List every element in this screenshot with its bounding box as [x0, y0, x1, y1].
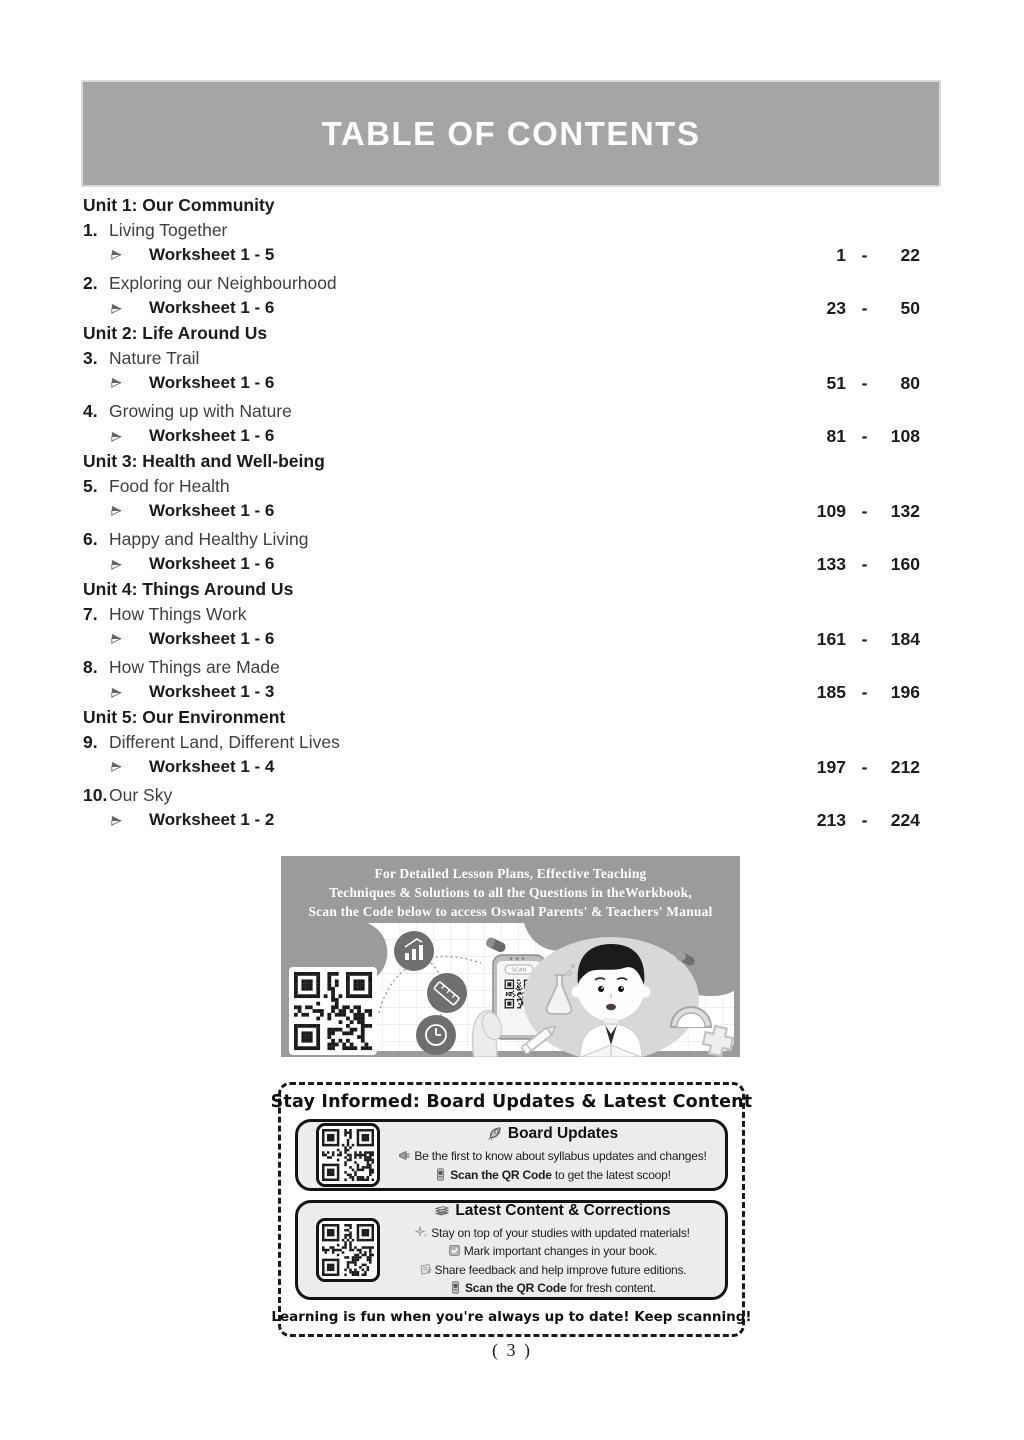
worksheet-label: Worksheet 1 - 6	[149, 554, 275, 574]
worksheet-row	[83, 552, 920, 577]
chapter-row	[83, 218, 920, 243]
card-title: Latest Content & Corrections	[455, 1201, 671, 1219]
teachers-manual-banner	[281, 856, 740, 1057]
sparkles-icon	[415, 1228, 428, 1242]
ruler-icon	[427, 973, 467, 1013]
card-line: Scan the QR Code for fresh content.	[388, 1280, 717, 1299]
chapter-number: 9.	[83, 731, 98, 752]
worksheet-label: Worksheet 1 - 6	[149, 298, 275, 318]
page-title: TABLE OF CONTENTS	[321, 114, 701, 152]
chapter-row	[83, 346, 920, 371]
chapter-title: How Things are Made	[109, 657, 280, 678]
unit-label: Unit 2: Life Around Us	[83, 322, 268, 343]
card-title-row	[388, 1125, 717, 1146]
page-end: 108	[890, 426, 920, 447]
unit-label: Unit 3: Health and Well-being	[83, 450, 325, 471]
page-start: 23	[826, 298, 846, 319]
page-end: 196	[890, 682, 920, 703]
worksheet-label: Worksheet 1 - 5	[149, 244, 275, 264]
page-start: 185	[816, 682, 846, 703]
stay-informed-title: Stay Informed: Board Updates & Latest Content	[270, 1092, 753, 1112]
chapter-number: 8.	[83, 657, 98, 678]
chapter-row	[83, 527, 920, 552]
arrow-bullet-icon	[110, 248, 124, 261]
unit-heading	[83, 705, 920, 730]
page-end: 160	[890, 554, 920, 575]
megaphone-icon	[398, 1151, 411, 1165]
page-dash: -	[861, 372, 868, 393]
worksheet-row	[83, 499, 920, 524]
latest-content-card	[295, 1200, 728, 1300]
worksheet-label: Worksheet 1 - 4	[149, 756, 275, 776]
banner-heading-line: Techniques & Solutions to all the Questions in theWorkbook,	[329, 885, 692, 900]
banner-heading-line: For Detailed Lesson Plans, Effective Teaching	[374, 866, 647, 881]
manual-qr-code	[289, 967, 377, 1055]
chapter-number: 2.	[83, 273, 98, 294]
phone-scan-icon	[449, 1283, 462, 1297]
chapter-title: Exploring our Neighbourhood	[109, 273, 337, 294]
arrow-bullet-icon	[110, 302, 124, 315]
chapter-row	[83, 602, 920, 627]
card-title: Board Updates	[507, 1125, 619, 1142]
chapter-title: Happy and Healthy Living	[109, 529, 309, 550]
worksheet-label: Worksheet 1 - 6	[149, 500, 275, 520]
page-number: ( 3 )	[492, 1340, 532, 1360]
worksheet-row	[83, 680, 920, 705]
page-dash: -	[861, 628, 868, 649]
page-dash: -	[861, 298, 868, 319]
arrow-bullet-icon	[110, 430, 124, 443]
page-dash: -	[861, 426, 868, 447]
books-icon	[434, 1205, 450, 1222]
chapter-number: 7.	[83, 603, 98, 624]
page-dash: -	[861, 500, 868, 521]
arrow-bullet-icon	[110, 686, 124, 699]
banner-heading-line: Scan the Code below to access Oswaal Parents' & Teachers' Manual	[308, 904, 713, 919]
rocket-icon	[487, 1128, 503, 1145]
worksheet-label: Worksheet 1 - 6	[149, 372, 275, 392]
chapter-title: How Things Work	[109, 603, 247, 624]
table-of-contents	[83, 193, 920, 833]
arrow-bullet-icon	[110, 376, 124, 389]
worksheet-row	[83, 755, 920, 780]
arrow-bullet-icon	[110, 814, 124, 827]
page-end: 22	[900, 244, 920, 265]
arrow-bullet-icon	[110, 632, 124, 645]
scan-label: SCAN	[511, 967, 527, 974]
arrow-bullet-icon	[110, 760, 124, 773]
chapter-number: 6.	[83, 529, 98, 550]
card-line: Mark important changes in your book.	[388, 1243, 717, 1262]
page-end: 80	[900, 372, 920, 393]
unit-label: Unit 4: Things Around Us	[83, 578, 294, 599]
stay-informed-footer	[271, 1308, 752, 1326]
page-start: 1	[836, 244, 846, 265]
chapter-row	[83, 730, 920, 755]
page-start: 51	[826, 372, 846, 393]
chapter-number: 3.	[83, 347, 98, 368]
chapter-title: Nature Trail	[109, 347, 200, 368]
unit-label: Unit 1: Our Community	[83, 195, 275, 215]
phone-scan-icon	[434, 1170, 447, 1184]
chapter-title: Growing up with Nature	[109, 401, 292, 422]
page-end: 132	[890, 500, 920, 521]
chapter-number: 4.	[83, 401, 98, 422]
chapter-title: Our Sky	[109, 785, 173, 806]
chapter-row	[83, 474, 920, 499]
unit-heading	[83, 193, 920, 218]
unit-heading	[83, 321, 920, 346]
memo-icon	[419, 1265, 432, 1279]
stay-informed-footer-text: Learning is fun when you're always up to date! Keep scanning!	[271, 1309, 752, 1325]
page-start: 197	[816, 756, 846, 777]
page-dash: -	[861, 244, 868, 265]
page-dash: -	[861, 756, 868, 777]
page-start: 109	[816, 500, 846, 521]
worksheet-row	[83, 424, 920, 449]
chapter-row	[83, 399, 920, 424]
boy-illustration	[523, 937, 699, 1057]
worksheet-label: Worksheet 1 - 2	[149, 810, 275, 830]
card-title-row	[388, 1202, 717, 1223]
banner-illustration	[281, 923, 740, 1057]
worksheet-label: Worksheet 1 - 6	[149, 628, 275, 648]
latest-content-qr-code	[316, 1218, 380, 1282]
page-dash: -	[861, 682, 868, 703]
page-end: 224	[890, 810, 920, 831]
chapter-title: Living Together	[109, 219, 228, 240]
arrow-bullet-icon	[110, 558, 124, 571]
worksheet-label: Worksheet 1 - 6	[149, 426, 275, 446]
unit-heading	[83, 449, 920, 474]
chapter-number: 10.	[83, 785, 108, 806]
chapter-row	[83, 783, 920, 808]
chapter-title: Different Land, Different Lives	[109, 731, 340, 752]
worksheet-row	[83, 296, 920, 321]
page-dash: -	[861, 554, 868, 575]
unit-label: Unit 5: Our Environment	[83, 706, 286, 727]
clock-icon	[416, 1015, 456, 1055]
unit-heading	[83, 577, 920, 602]
page-end: 212	[890, 756, 920, 777]
stay-informed-title-row	[270, 1092, 753, 1112]
worksheet-row	[83, 371, 920, 396]
stay-informed-box	[270, 1082, 753, 1337]
chart-icon	[394, 931, 434, 971]
card-line: Stay on top of your studies with updated materials!	[388, 1225, 717, 1244]
board-updates-card	[295, 1119, 728, 1191]
arrow-bullet-icon	[110, 504, 124, 517]
worksheet-row	[83, 627, 920, 652]
chapter-title: Food for Health	[109, 475, 230, 496]
worksheet-row	[83, 243, 920, 268]
page-start: 213	[816, 810, 846, 831]
card-line: Scan the QR Code to get the latest scoop!	[388, 1167, 717, 1186]
page-start: 81	[826, 426, 846, 447]
page-start: 161	[816, 628, 846, 649]
worksheet-label: Worksheet 1 - 3	[149, 682, 275, 702]
banner-heading	[281, 856, 740, 921]
toc-header-bar	[83, 82, 939, 185]
card-line: Be the first to know about syllabus updates and changes!	[388, 1148, 717, 1167]
page-end: 50	[900, 298, 920, 319]
chapter-number: 1.	[83, 219, 98, 240]
page-start: 133	[816, 554, 846, 575]
page-end: 184	[890, 628, 920, 649]
worksheet-row	[83, 808, 920, 833]
chapter-number: 5.	[83, 475, 98, 496]
card-line: Share feedback and help improve future editions.	[388, 1262, 717, 1281]
page-dash: -	[861, 810, 868, 831]
chapter-row	[83, 655, 920, 680]
checkbox-icon	[448, 1246, 461, 1260]
chapter-row	[83, 271, 920, 296]
board-updates-qr-code	[316, 1123, 380, 1187]
